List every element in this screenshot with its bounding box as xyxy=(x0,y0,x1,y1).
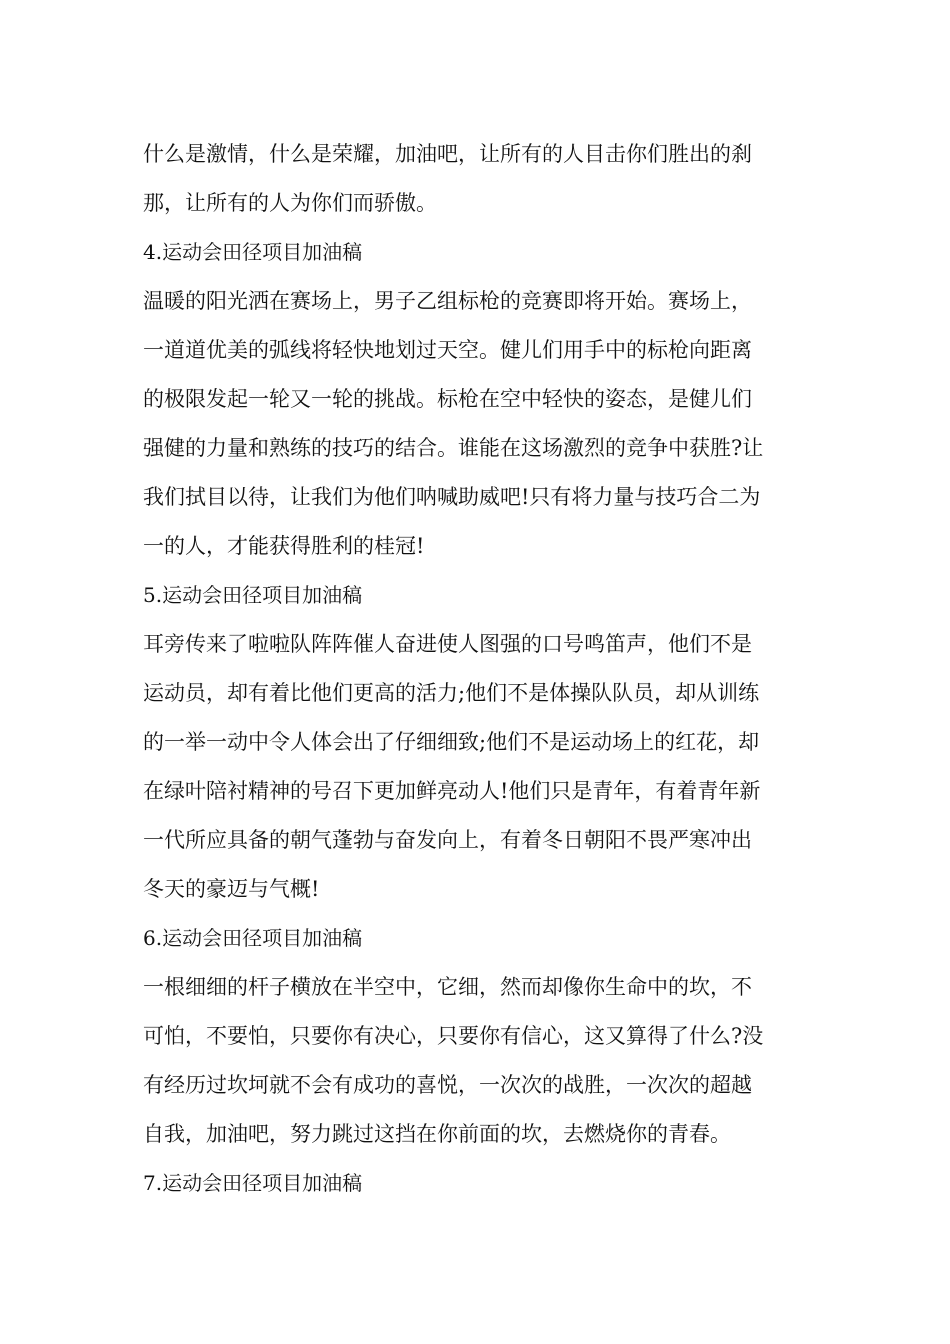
section-heading: 5.运动会田径项目加油稿 xyxy=(143,583,363,607)
text-line: 温暖的阳光洒在赛场上，男子乙组标枪的竞赛即将开始。赛场上， xyxy=(143,289,752,313)
text-line: 一根细细的杆子横放在半空中，它细，然而却像你生命中的坎，不 xyxy=(143,975,752,999)
text-line: 强健的力量和熟练的技巧的结合。谁能在这场激烈的竞争中获胜?让 xyxy=(143,436,764,460)
section-heading: 7.运动会田径项目加油稿 xyxy=(143,1171,363,1195)
text-line: 冬天的豪迈与气概! xyxy=(143,877,320,901)
text-line: 一道道优美的弧线将轻快地划过天空。健儿们用手中的标枪向距离 xyxy=(143,338,752,362)
text-line: 的一举一动中令人体会出了仔细细致;他们不是运动场上的红花，却 xyxy=(143,730,760,754)
section-heading: 4.运动会田径项目加油稿 xyxy=(143,240,363,264)
text-line: 有经历过坎坷就不会有成功的喜悦，一次次的战胜，一次次的超越 xyxy=(143,1073,752,1097)
text-line: 一的人，才能获得胜利的桂冠! xyxy=(143,534,425,558)
document-body xyxy=(143,130,809,1208)
text-line: 运动员，却有着比他们更高的活力;他们不是体操队队员，却从训练 xyxy=(143,681,760,705)
section-heading: 6.运动会田径项目加油稿 xyxy=(143,926,363,950)
text-line: 在绿叶陪衬精神的号召下更加鲜亮动人!他们只是青年，有着青年新 xyxy=(143,779,761,803)
text-line: 耳旁传来了啦啦队阵阵催人奋进使人图强的口号鸣笛声，他们不是 xyxy=(143,632,752,656)
text-line: 自我，加油吧，努力跳过这挡在你前面的坎，去燃烧你的青春。 xyxy=(143,1122,731,1146)
text-line: 那，让所有的人为你们而骄傲。 xyxy=(143,191,437,215)
text-line: 的极限发起一轮又一轮的挑战。标枪在空中轻快的姿态，是健儿们 xyxy=(143,387,752,411)
text-line: 什么是激情，什么是荣耀，加油吧，让所有的人目击你们胜出的刹 xyxy=(143,142,752,166)
text-line: 我们拭目以待，让我们为他们呐喊助威吧!只有将力量与技巧合二为 xyxy=(143,485,761,509)
text-line: 可怕，不要怕，只要你有决心，只要你有信心，这又算得了什么?没 xyxy=(143,1024,764,1048)
text-line: 一代所应具备的朝气蓬勃与奋发向上，有着冬日朝阳不畏严寒冲出 xyxy=(143,828,752,852)
